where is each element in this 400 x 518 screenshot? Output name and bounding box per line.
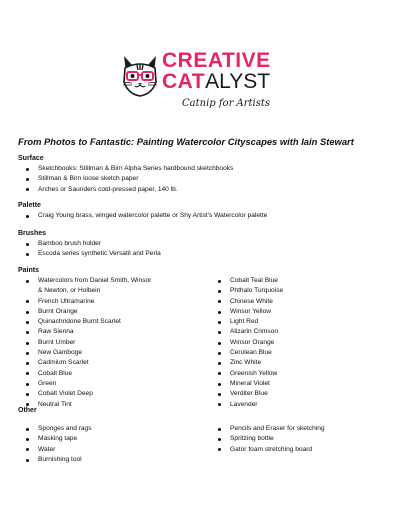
list-item: Cadmium Scarlet (18, 358, 151, 368)
list-item: French Ultramarine (18, 297, 151, 307)
list-item: Alizarin Crimson (210, 327, 283, 337)
section-heading-palette: Palette (18, 202, 41, 209)
list-item: Bamboo brush holder (18, 239, 161, 249)
list-item: Cobalt Violet Deep (18, 389, 151, 399)
list-item: Mineral Violet (210, 379, 283, 389)
list-item-line: & Newton, or Holbein (38, 287, 101, 295)
list-item: New Gamboge (18, 348, 151, 358)
list-item (18, 276, 151, 297)
list-item: Cerulean Blue (210, 348, 283, 358)
list-item: Gator foam stretching board (210, 445, 325, 455)
section-heading-surface: Surface (18, 155, 44, 162)
list-item: Masking tape (18, 434, 92, 444)
list-item: Cobalt Blue (18, 369, 151, 379)
brand-logo (120, 50, 285, 118)
list-item: Light Red (210, 317, 283, 327)
list-item: Spritzing bottle (210, 434, 325, 444)
list-item: Neutral Tint (18, 400, 151, 410)
list-item: Zinc White (210, 358, 283, 368)
list-item-line: Watercolors from Daniel Smith, Winsor (38, 277, 152, 284)
list-item: Quinachridone Burnt Scarlet (18, 317, 151, 327)
list-item: Sketchbooks: Stillman & Birn Alpha Series hardbound sketchbooks (18, 164, 233, 174)
list-item: Winsor Orange (210, 338, 283, 348)
section-heading-other: Other (18, 407, 37, 414)
list-item: Water (18, 445, 92, 455)
surface-list (18, 164, 233, 195)
cat-with-glasses-icon (120, 52, 160, 100)
list-item: Raw Sienna (18, 327, 151, 337)
list-item: Craig Young brass, winged watercolor palette or Shy Artist's Watercolor palette (18, 211, 267, 221)
brushes-list (18, 239, 161, 260)
brand-name-line1: CREATIVE (162, 49, 271, 72)
list-item: Stillman & Birn loose sketch paper (18, 174, 233, 184)
list-item: Chinese White (210, 297, 283, 307)
list-item: Burnt Umber (18, 338, 151, 348)
brand-tagline: Catnip for Artists (182, 98, 271, 109)
section-heading-paints: Paints (18, 267, 40, 274)
paints-list-left (18, 276, 151, 410)
list-item: Lavender (210, 400, 283, 410)
list-item: Burnishing tool (18, 455, 92, 465)
list-item: Verditer Blue (210, 389, 283, 399)
list-item: Phthalo Turquoise (210, 286, 283, 296)
section-heading-brushes: Brushes (18, 230, 47, 237)
paints-list-right (210, 276, 283, 410)
list-item: Escoda series synthetic Versatil and Perla (18, 249, 161, 259)
palette-list (18, 211, 267, 221)
list-item: Sponges and rags (18, 424, 92, 434)
other-list-right (210, 424, 325, 455)
list-item: Greenish Yellow (210, 369, 283, 379)
document-title: From Photos to Fantastic: Painting Watercolor Cityscapes with Iain Stewart (18, 136, 354, 147)
other-list-left (18, 424, 92, 465)
list-item: Green (18, 379, 151, 389)
list-item: Arches or Saunders cold-pressed paper, 140 lb. (18, 185, 233, 195)
brand-name-line2 (162, 71, 270, 92)
list-item: Pencils and Eraser for sketching (210, 424, 325, 434)
list-item: Winsor Yellow (210, 307, 283, 317)
list-item: Burnt Orange (18, 307, 151, 317)
brand-name-alyst: ALYST (205, 70, 271, 93)
brand-name-cat: CAT (162, 70, 206, 93)
list-item: Cobalt Teal Blue (210, 276, 283, 286)
